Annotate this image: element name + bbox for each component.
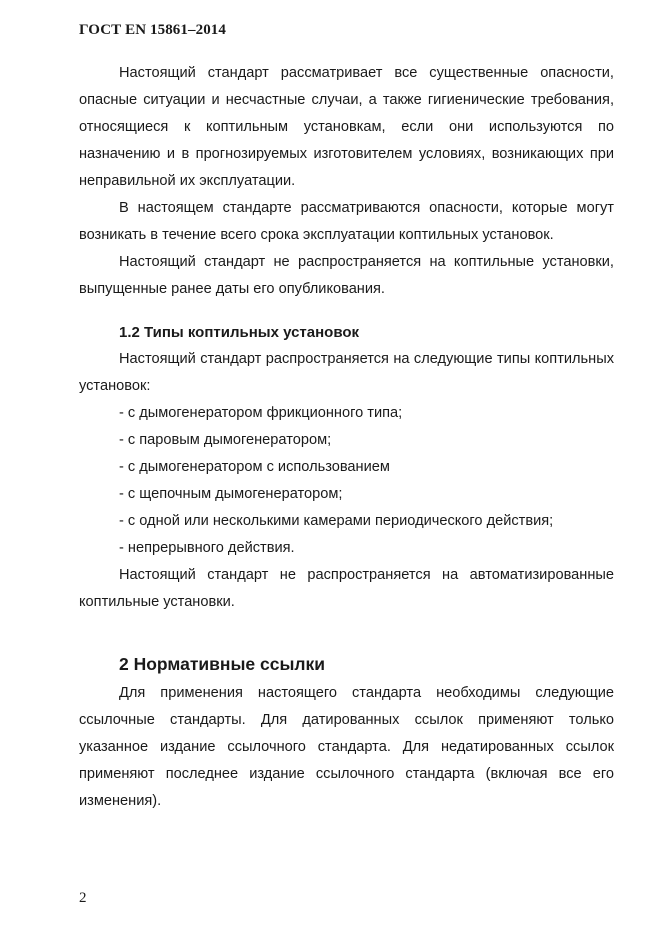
scope-paragraph-1: Настоящий стандарт рассматривает все существенные опасности, опасные ситуации и несчастные случаи, а также гигиенические требования, относящиеся к коптильным установкам, если они используются по назначению и в прогнозируемых изготовителем условиях, возникающих при неправильной их эксплуатации. — [79, 65, 614, 189]
list-item: - с паровым дымогенератором; — [119, 432, 332, 448]
scope-paragraph-2: В настоящем стандарте рассматриваются опасности, которые могут возникать в течение всего срока эксплуатации коптильных установок. — [79, 200, 614, 243]
list-item: - с одной или несколькими камерами периодического действия; — [119, 513, 554, 529]
section-1-2-intro: Настоящий стандарт распространяется на следующие типы коптильных установок: — [79, 351, 614, 394]
document-header: ГОСТ EN 15861–2014 — [79, 22, 226, 38]
page-number: 2 — [79, 890, 87, 906]
section-1-2-heading: 1.2 Типы коптильных установок — [119, 324, 360, 341]
list-item: - с дымогенератором фрикционного типа; — [119, 405, 403, 421]
section-1-2-outro: Настоящий стандарт не распространяется на автоматизированные коптильные установки. — [79, 567, 614, 610]
section-2-paragraph: Для применения настоящего стандарта необходимы следующие ссылочные стандарты. Для датированных ссылок применяют только указанное издание ссылочного стандарта. Для недатированных ссылок применяют последнее издание ссылочного стандарта (включая все его изменения). — [79, 685, 614, 809]
section-2-heading: 2 Нормативные ссылки — [119, 654, 326, 674]
list-item: - непрерывного действия. — [119, 540, 295, 556]
smokehouse-types-list — [79, 400, 614, 562]
scope-paragraph-3: Настоящий стандарт не распространяется на коптильные установки, выпущенные ранее даты его опубликования. — [79, 254, 614, 297]
page-content — [79, 60, 614, 815]
list-item: - с дымогенератором с использованием — [119, 459, 390, 475]
list-item: - с щепочным дымогенератором; — [119, 486, 343, 502]
